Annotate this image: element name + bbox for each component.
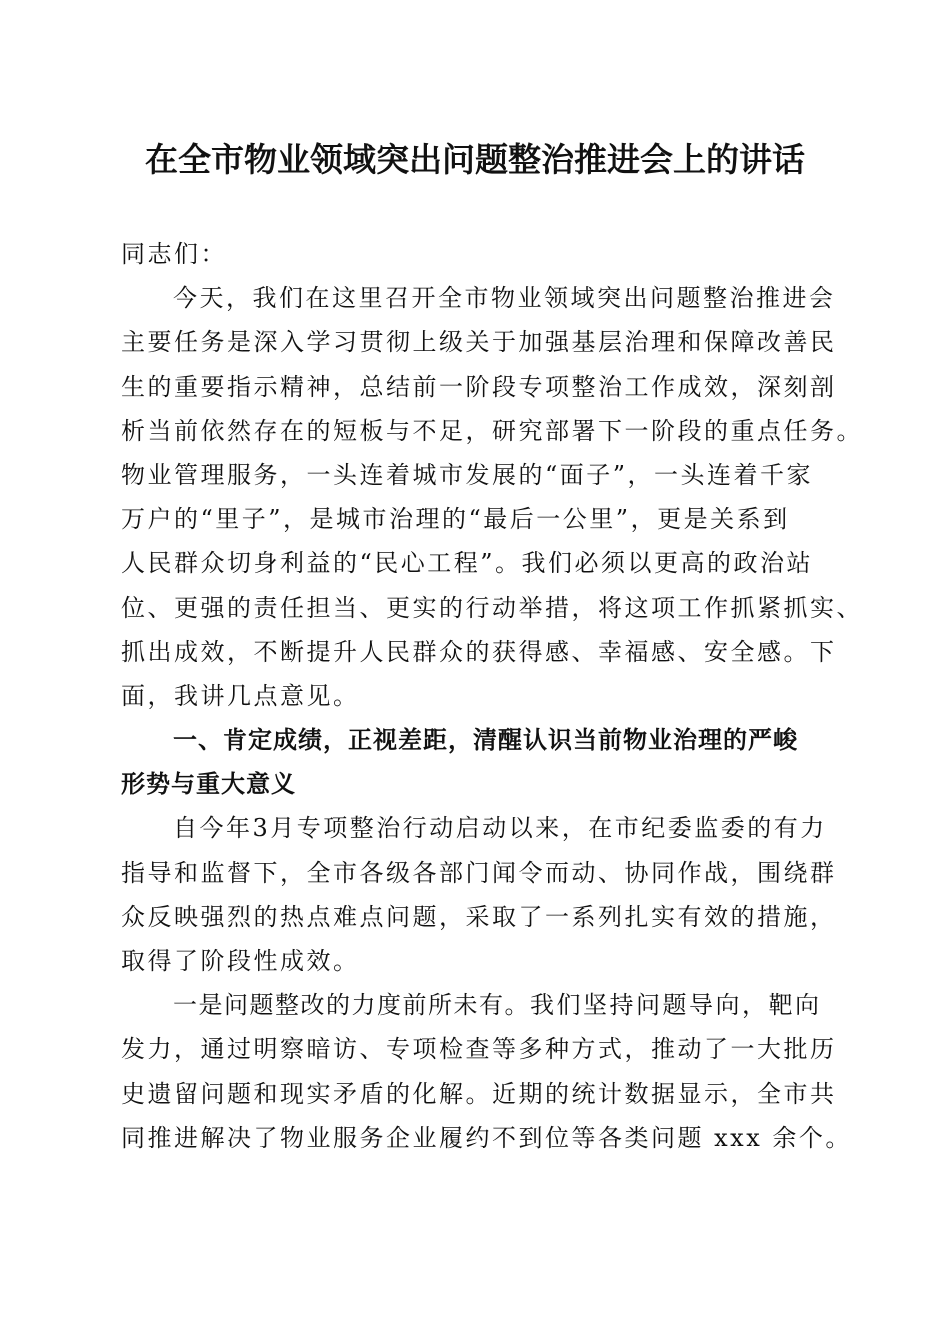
subsection-first-line	[121, 983, 837, 1027]
intro-line: 位、更强的责任担当、更实的行动举措，将这项工作抓紧抓实、	[121, 593, 863, 622]
intro-line: 万户的“里子”，是城市治理的“最后一公里”，更是关系到	[121, 505, 790, 534]
intro-line: 今天，我们在这里召开全市物业领域突出问题整治推进会	[173, 284, 836, 313]
intro-line: 物业管理服务，一头连着城市发展的“面子”，一头连着千家	[121, 460, 814, 489]
subsection-lead: 一是问题整改的力度前所未有。	[173, 991, 530, 1020]
subsection-line-rest: 我们坚持问题导向，靶向	[530, 991, 822, 1020]
document-title: 在全市物业领域突出问题整治推进会上的讲话	[145, 140, 805, 179]
intro-line: 析当前依然存在的短板与不足，研究部署下一阶段的重点任务。	[121, 416, 863, 445]
section-heading-line: 形势与重大意义	[121, 770, 296, 799]
intro-line: 抓出成效，不断提升人民群众的获得感、幸福感、安全感。下	[121, 637, 837, 666]
subsection-line: 同推进解决了物业服务企业履约不到位等各类问题 xxx 余个。	[121, 1123, 852, 1152]
subsection-line: 史遗留问题和现实矛盾的化解。近期的统计数据显示，全市共	[121, 1079, 837, 1108]
intro-line: 生的重要指示精神，总结前一阶段专项整治工作成效，深刻剖	[121, 372, 837, 401]
section-paragraph-line: 自今年3月专项整治行动启动以来，在市纪委监委的有力	[173, 814, 827, 843]
section-heading-line: 一、肯定成绩，正视差距，清醒认识当前物业治理的严峻	[173, 726, 798, 755]
intro-line: 主要任务是深入学习贯彻上级关于加强基层治理和保障改善民	[121, 328, 837, 357]
intro-line: 面，我讲几点意见。	[121, 681, 360, 710]
document-body	[121, 232, 863, 1160]
intro-line: 人民群众切身利益的“民心工程”。我们必须以更高的政治站	[121, 549, 814, 578]
section-paragraph-line: 指导和监督下，全市各级各部门闻令而动、协同作战，围绕群	[121, 858, 837, 887]
salutation: 同志们：	[121, 240, 227, 268]
subsection-line: 发力，通过明察暗访、专项检查等多种方式，推动了一大批历	[121, 1035, 837, 1064]
section-paragraph-line: 众反映强烈的热点难点问题，采取了一系列扎实有效的措施，	[121, 902, 837, 931]
section-paragraph-line: 取得了阶段性成效。	[121, 947, 360, 975]
